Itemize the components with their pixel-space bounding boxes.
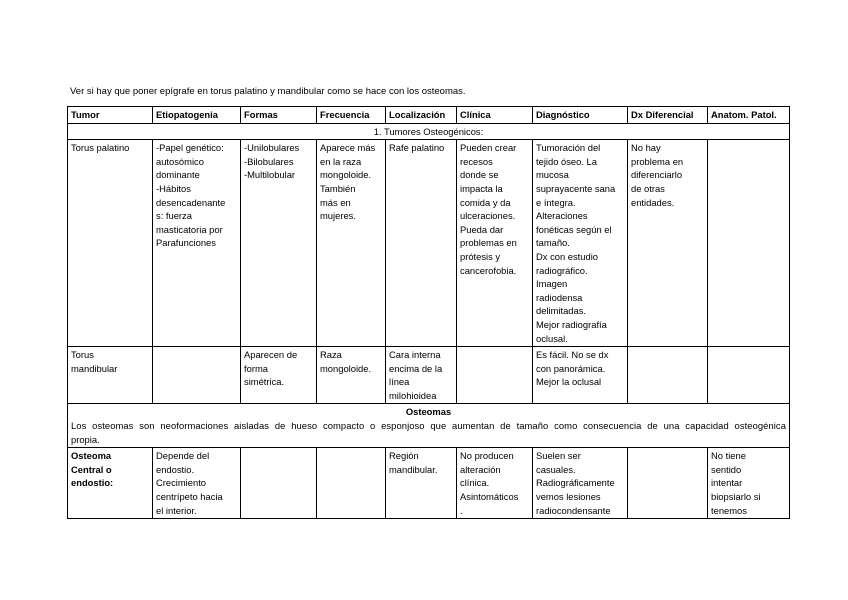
cell-etiopatogenia	[153, 347, 241, 404]
cell-tumor: Osteoma Central o endostio:	[68, 448, 153, 519]
section-osteomas	[68, 404, 790, 448]
header-clinica: Clínica	[457, 107, 533, 124]
cell-diagnostico: Es fácil. No se dx con panorámica. Mejor la oclusal	[533, 347, 628, 404]
cell-tumor: Torus mandibular	[68, 347, 153, 404]
header-formas: Formas	[241, 107, 317, 124]
table-header-row	[68, 107, 790, 124]
cell-diagnostico: Suelen ser casuales. Radiográficamente vemos lesiones radiocondensante	[533, 448, 628, 519]
osteomas-description-line1: Los osteomas son neoformaciones aisladas de hueso compacto o esponjoso que aumentan de tamaño como consecuencia de una capacidad osteogénica	[71, 420, 786, 432]
section-row	[68, 123, 790, 140]
section-title-osteogenicos: 1. Tumores Osteogénicos:	[68, 123, 790, 140]
cell-etiopatogenia: -Papel genético: autosómico dominante -Hábitos desencadenante s: fuerza masticatoria por Parafunciones	[153, 140, 241, 347]
table-row	[68, 140, 790, 347]
cell-dx-diferencial	[628, 347, 708, 404]
cell-diagnostico: Tumoración del tejido óseo. La mucosa suprayacente sana e íntegra. Alteraciones fonéticas según el tamaño. Dx con estudio radiográfico. Imagen radiodensa delimitadas. Mejor radiografía oclusal.	[533, 140, 628, 347]
cell-localizacion: Rafe palatino	[386, 140, 457, 347]
cell-clinica: Pueden crear recesos donde se impacta la comida y da ulceraciones. Pueda dar problemas en prótesis y cancerofobia.	[457, 140, 533, 347]
header-etiopatogenia: Etiopatogenia	[153, 107, 241, 124]
section-row	[68, 404, 790, 448]
header-frecuencia: Frecuencia	[317, 107, 386, 124]
cell-anatom-patol: No tiene sentido intentar biopsiarlo si tenemos	[708, 448, 790, 519]
cell-etiopatogenia: Depende del endostio. Crecimiento centrípeto hacia el interior.	[153, 448, 241, 519]
header-dx-diferencial: Dx Diferencial	[628, 107, 708, 124]
tumor-table	[67, 106, 790, 519]
cell-clinica: No producen alteración clínica. Asintomáticos .	[457, 448, 533, 519]
header-diagnostico: Diagnóstico	[533, 107, 628, 124]
osteomas-description-line2: propia.	[71, 433, 100, 445]
header-localizacion: Localización	[386, 107, 457, 124]
cell-dx-diferencial	[628, 448, 708, 519]
section-title-osteomas: Osteomas	[405, 406, 452, 418]
cell-formas: -Unilobulares -Bilobulares -Multilobular	[241, 140, 317, 347]
cell-anatom-patol	[708, 140, 790, 347]
cell-clinica	[457, 347, 533, 404]
cell-formas: Aparecen de forma simétrica.	[241, 347, 317, 404]
cell-tumor: Torus palatino	[68, 140, 153, 347]
cell-localizacion: Región mandibular.	[386, 448, 457, 519]
header-anatom-patol: Anatom. Patol.	[708, 107, 790, 124]
cell-localizacion: Cara interna encima de la línea milohioidea	[386, 347, 457, 404]
cell-anatom-patol	[708, 347, 790, 404]
cell-dx-diferencial: No hay problema en diferenciarlo de otras entidades.	[628, 140, 708, 347]
header-tumor: Tumor	[68, 107, 153, 124]
cell-formas	[241, 448, 317, 519]
cell-frecuencia: Raza mongoloide.	[317, 347, 386, 404]
table-row	[68, 347, 790, 404]
document-note: Ver si hay que poner epígrafe en torus palatino y mandibular como se hace con los osteomas.	[70, 86, 466, 97]
cell-frecuencia	[317, 448, 386, 519]
table-row	[68, 448, 790, 519]
cell-frecuencia: Aparece más en la raza mongoloide. También más en mujeres.	[317, 140, 386, 347]
